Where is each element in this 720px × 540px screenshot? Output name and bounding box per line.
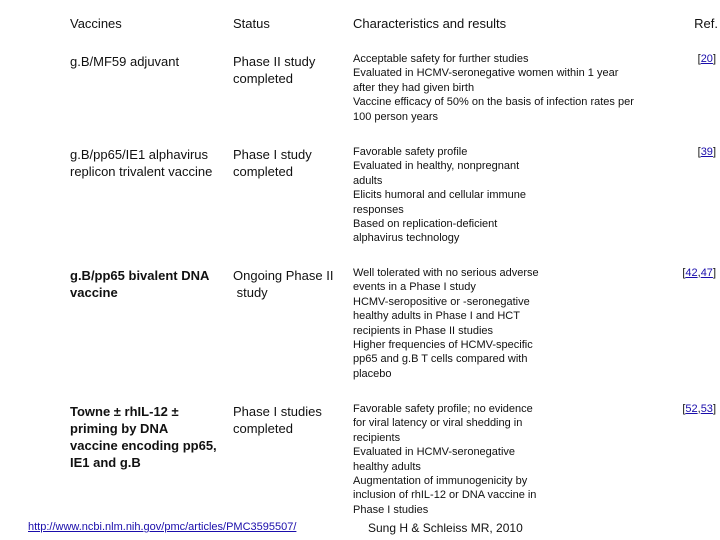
characteristic-line: Favorable safety profile (353, 146, 468, 158)
characteristic-line: placebo (353, 367, 392, 380)
characteristic-line: Based on replication-deficient (353, 218, 498, 231)
characteristic-line: alphavirus technology (353, 232, 460, 245)
ref-cell: [52,53] (682, 403, 716, 415)
status-line: completed (233, 71, 293, 86)
characteristics-cell (353, 402, 663, 517)
characteristic-line: recipients (353, 431, 401, 444)
characteristic-line: after they had given birth (353, 81, 475, 94)
vaccine-line: g.B/MF59 adjuvant (70, 54, 180, 69)
header-status: Status (233, 16, 270, 31)
characteristic-line: Vaccine efficacy of 50% on the basis of infection rates per (353, 96, 634, 109)
header-ref: Ref. (694, 16, 718, 31)
characteristic-line: healthy adults (353, 460, 421, 473)
characteristic-line: Elicits humoral and cellular immune (353, 189, 527, 202)
vaccine-line: IE1 and g.B (70, 455, 141, 470)
citation: Sung H & Schleiss MR, 2010 (368, 521, 523, 535)
characteristic-line: Evaluated in HCMV-seronegative women within 1 year (353, 67, 619, 80)
characteristic-line: Phase I studies (353, 503, 429, 516)
status-line: Phase I study (233, 147, 312, 162)
characteristic-line: recipients in Phase II studies (353, 324, 494, 337)
ref-link[interactable]: 53 (700, 403, 713, 415)
characteristics-cell (353, 145, 663, 246)
status-cell (233, 146, 348, 180)
header-characteristics: Characteristics and results (353, 16, 507, 31)
ref-link[interactable]: 39 (700, 146, 713, 158)
status-cell (233, 403, 348, 437)
characteristic-line: adults (353, 174, 383, 187)
status-line: Phase II study (233, 54, 316, 69)
vaccine-line: vaccine encoding pp65, (70, 438, 217, 453)
characteristics-cell (353, 266, 663, 381)
characteristic-line: pp65 and g.B T cells compared with (353, 353, 528, 366)
status-line: Ongoing Phase II (233, 268, 334, 283)
characteristic-line: Evaluated in healthy, nonpregnant (353, 160, 520, 173)
vaccine-cell (70, 146, 230, 180)
ref-link[interactable]: 42 (685, 267, 698, 279)
characteristic-line: Augmentation of immunogenicity by (353, 475, 528, 488)
characteristic-line: 100 person years (353, 110, 438, 123)
vaccine-cell (70, 53, 230, 70)
ref-cell: [39] (697, 146, 716, 158)
characteristic-line: responses (353, 203, 404, 216)
vaccine-line: g.B/pp65/IE1 alphavirus (70, 147, 209, 162)
characteristics-cell (353, 52, 663, 124)
status-line: completed (233, 164, 293, 179)
ref-link[interactable]: 20 (700, 53, 713, 65)
characteristic-line: for viral latency or viral shedding in (353, 417, 523, 430)
characteristic-line: events in a Phase I study (353, 281, 476, 294)
characteristic-line: healthy adults in Phase I and HCT (353, 310, 520, 323)
vaccine-line: vaccine (70, 285, 118, 300)
characteristic-line: Evaluated in HCMV-seronegative (353, 446, 516, 459)
characteristic-line: inclusion of rhIL-12 or DNA vaccine in (353, 489, 537, 502)
characteristic-line: Favorable safety profile; no evidence (353, 403, 533, 415)
ref-cell: [42,47] (682, 267, 716, 279)
header-vaccines: Vaccines (70, 16, 122, 31)
ref-link[interactable]: 52 (685, 403, 698, 415)
status-cell (233, 53, 348, 87)
source-url-link[interactable]: http://www.ncbi.nlm.nih.gov/pmc/articles/PMC3595507/ (28, 521, 297, 533)
status-line: completed (233, 421, 293, 436)
vaccine-line: priming by DNA (70, 421, 169, 436)
characteristic-line: Higher frequencies of HCMV-specific (353, 339, 533, 352)
characteristic-line: Acceptable safety for further studies (353, 53, 529, 65)
status-line: Phase I studies (233, 404, 322, 419)
vaccine-line: replicon trivalent vaccine (70, 164, 213, 179)
ref-cell: [20] (697, 53, 716, 65)
status-cell (233, 267, 348, 301)
characteristic-line: HCMV-seropositive or -seronegative (353, 295, 530, 308)
vaccine-cell (70, 267, 230, 301)
ref-link[interactable]: 47 (700, 267, 713, 279)
vaccine-line: Towne ± rhIL-12 ± (70, 404, 179, 419)
characteristic-line: Well tolerated with no serious adverse (353, 267, 539, 279)
vaccine-line: g.B/pp65 bivalent DNA (70, 268, 210, 283)
vaccine-cell (70, 403, 230, 471)
status-line: study (233, 285, 268, 300)
